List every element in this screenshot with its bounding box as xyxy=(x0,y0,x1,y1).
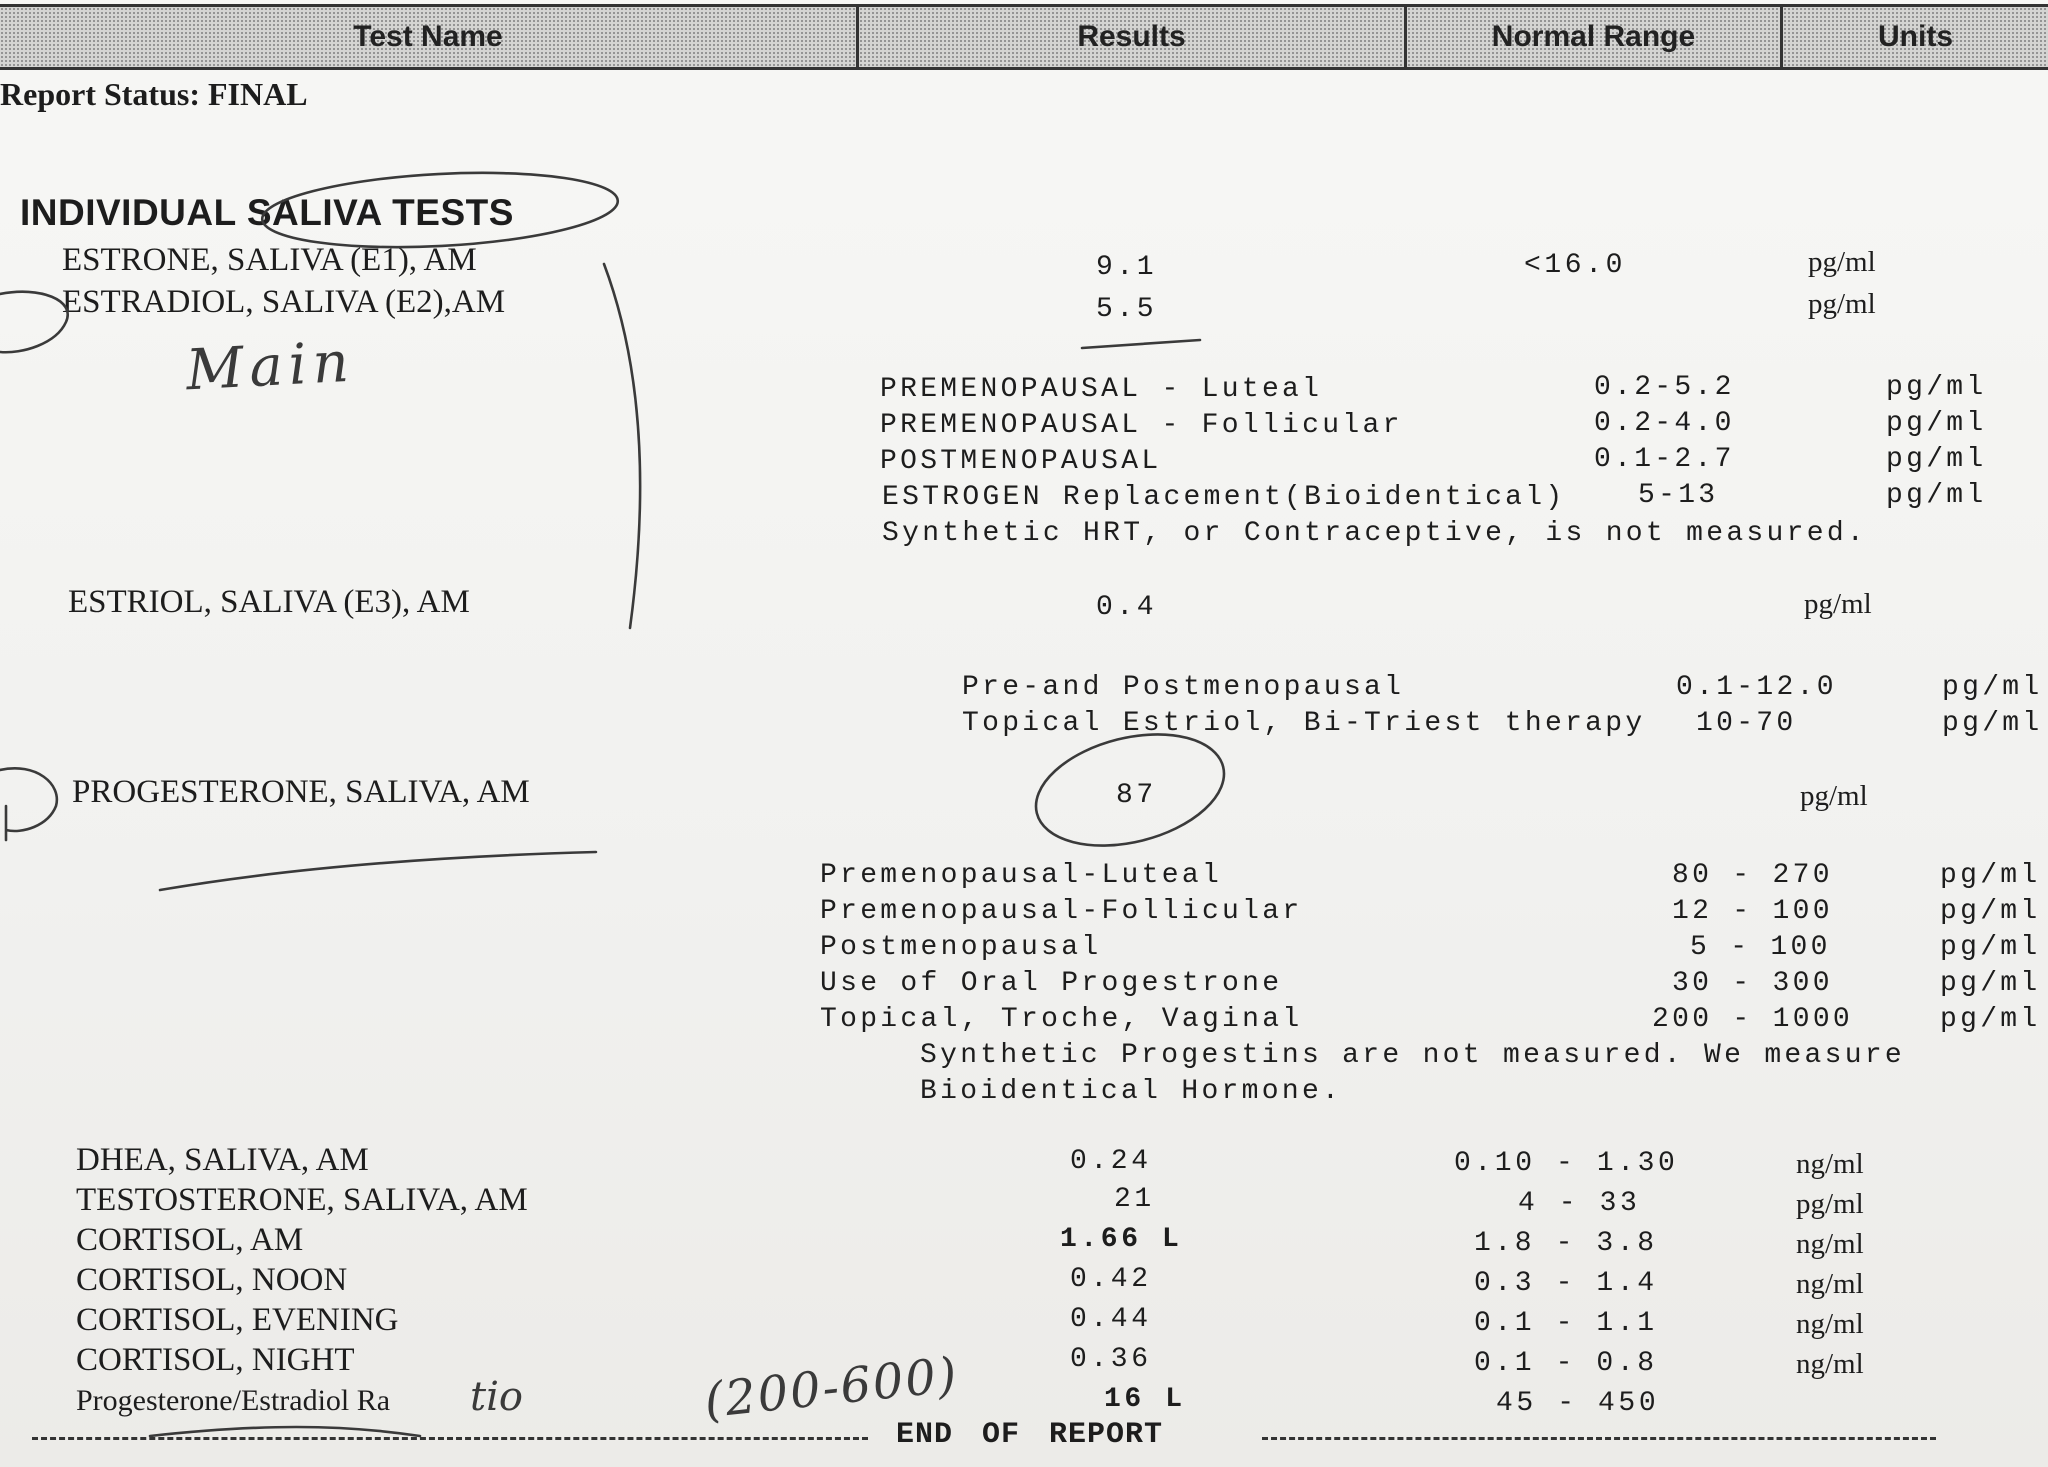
result-progesterone: 87 xyxy=(1116,780,1157,811)
estriol-range-label-1: Pre-and Postmenopausal xyxy=(962,672,1405,703)
unit-cortisol-noon: ng/ml xyxy=(1796,1268,1864,1300)
progesterone-note-line-1: Synthetic Progestins are not measured. We measure xyxy=(920,1040,1906,1071)
handwritten-ratio-suffix: tio xyxy=(470,1374,523,1420)
bracket-estradiol-estriol xyxy=(604,264,640,628)
unit-cortisol-evening: ng/ml xyxy=(1796,1308,1864,1340)
estradiol-range-label-3: POSTMENOPAUSAL xyxy=(880,446,1162,477)
result-cortisol-evening: 0.44 xyxy=(1070,1304,1152,1335)
progesterone-range-unit-2: pg/ml xyxy=(1940,896,2041,927)
end-of-report: END OF REPORT xyxy=(896,1418,1164,1452)
handwritten-range-note: (200-600) xyxy=(701,1346,962,1430)
estriol-range-unit-1: pg/ml xyxy=(1942,672,2043,703)
result-estrone: 9.1 xyxy=(1096,252,1158,283)
unit-cortisol-am: ng/ml xyxy=(1796,1228,1864,1260)
result-estradiol: 5.5 xyxy=(1096,294,1158,325)
unit-testosterone: pg/ml xyxy=(1796,1188,1864,1220)
progesterone-range-unit-3: pg/ml xyxy=(1940,932,2041,963)
progesterone-range-label-4: Use of Oral Progestrone xyxy=(820,968,1283,999)
progesterone-note-line-2: Bioidentical Hormone. xyxy=(920,1076,1343,1107)
estriol-range-label-2: Topical Estriol, Bi-Triest therapy xyxy=(962,708,1646,739)
result-cortisol-noon: 0.42 xyxy=(1070,1264,1152,1295)
test-name-estradiol: ESTRADIOL, SALIVA (E2),AM xyxy=(62,284,506,320)
result-dhea: 0.24 xyxy=(1070,1146,1152,1177)
column-header-results xyxy=(856,4,1404,70)
unit-estrone: pg/ml xyxy=(1808,246,1876,278)
test-name-prog-estradiol-ratio: Progesterone/Estradiol Ra xyxy=(76,1384,391,1417)
result-prog-estradiol-ratio: 16 L xyxy=(1104,1384,1186,1415)
test-name-testosterone: TESTOSTERONE, SALIVA, AM xyxy=(76,1182,528,1218)
test-name-progesterone: PROGESTERONE, SALIVA, AM xyxy=(72,774,530,810)
column-header-normal-range xyxy=(1404,4,1780,70)
test-name-cortisol-am: CORTISOL, AM xyxy=(76,1222,304,1258)
test-name-cortisol-noon: CORTISOL, NOON xyxy=(76,1262,348,1298)
progesterone-range-value-3: 5 - 100 xyxy=(1690,932,1831,963)
range-estrone: <16.0 xyxy=(1524,250,1627,281)
column-header-units xyxy=(1780,4,2048,70)
result-testosterone: 21 xyxy=(1114,1184,1155,1215)
estriol-range-value-1: 0.1-12.0 xyxy=(1676,672,1837,703)
unit-progesterone: pg/ml xyxy=(1800,780,1868,812)
range-cortisol-am: 1.8 - 3.8 xyxy=(1474,1228,1658,1259)
progesterone-range-value-5: 200 - 1000 xyxy=(1652,1004,1854,1035)
estradiol-range-unit-1: pg/ml xyxy=(1886,372,1987,403)
progesterone-range-label-5: Topical, Troche, Vaginal xyxy=(820,1004,1303,1035)
estradiol-range-unit-2: pg/ml xyxy=(1886,408,1987,439)
estradiol-range-value-2: 0.2-4.0 xyxy=(1594,408,1735,439)
stroke-under-progesterone xyxy=(160,852,596,890)
progesterone-range-label-1: Premenopausal-Luteal xyxy=(820,860,1223,891)
estradiol-note: Synthetic HRT, or Contraceptive, is not measured. xyxy=(882,518,1868,549)
test-name-cortisol-night: CORTISOL, NIGHT xyxy=(76,1342,355,1378)
column-header-label: Units xyxy=(1878,20,1953,53)
test-name-dhea: DHEA, SALIVA, AM xyxy=(76,1142,369,1178)
estriol-range-value-2: 10-70 xyxy=(1696,708,1797,739)
unit-dhea: ng/ml xyxy=(1796,1148,1864,1180)
range-cortisol-evening: 0.1 - 1.1 xyxy=(1474,1308,1658,1339)
estradiol-range-label-4: ESTROGEN Replacement(Bioidentical) xyxy=(882,482,1566,513)
test-name-estriol: ESTRIOL, SALIVA (E3), AM xyxy=(68,584,470,620)
progesterone-range-value-4: 30 - 300 xyxy=(1672,968,1833,999)
column-header-test-name xyxy=(0,4,856,70)
result-cortisol-night: 0.36 xyxy=(1070,1344,1152,1375)
circle-mark-progesterone xyxy=(0,768,57,840)
end-rule-left xyxy=(32,1437,868,1440)
test-name-estrone: ESTRONE, SALIVA (E1), AM xyxy=(62,242,477,278)
progesterone-range-unit-4: pg/ml xyxy=(1940,968,2041,999)
test-name-cortisol-evening: CORTISOL, EVENING xyxy=(76,1302,399,1338)
estradiol-range-value-3: 0.1-2.7 xyxy=(1594,444,1735,475)
underline-estradiol-result xyxy=(1082,340,1200,348)
range-dhea: 0.10 - 1.30 xyxy=(1454,1148,1679,1179)
report-status: Report Status: FINAL xyxy=(0,76,308,112)
result-estriol: 0.4 xyxy=(1096,592,1158,623)
column-header-label: Normal Range xyxy=(1491,20,1696,53)
underline-ratio-name xyxy=(150,1427,420,1436)
unit-estradiol: pg/ml xyxy=(1808,288,1876,320)
range-cortisol-night: 0.1 - 0.8 xyxy=(1474,1348,1658,1379)
progesterone-range-unit-1: pg/ml xyxy=(1940,860,2041,891)
end-rule-right xyxy=(1262,1437,1936,1440)
circle-mark-estradiol xyxy=(0,292,68,353)
progesterone-range-unit-5: pg/ml xyxy=(1940,1004,2041,1035)
estradiol-range-label-2: PREMENOPAUSAL - Follicular xyxy=(880,410,1403,441)
unit-cortisol-night: ng/ml xyxy=(1796,1348,1864,1380)
handwritten-main: Main xyxy=(184,329,357,404)
estradiol-range-label-1: PREMENOPAUSAL - Luteal xyxy=(880,374,1323,405)
range-prog-estradiol-ratio: 45 - 450 xyxy=(1496,1388,1660,1419)
estradiol-range-unit-4: pg/ml xyxy=(1886,480,1987,511)
unit-estriol: pg/ml xyxy=(1804,588,1872,620)
progesterone-range-label-2: Premenopausal-Follicular xyxy=(820,896,1303,927)
section-title: INDIVIDUAL SALIVA TESTS xyxy=(20,192,514,233)
column-header-label: Results xyxy=(1077,20,1186,53)
progesterone-range-label-3: Postmenopausal xyxy=(820,932,1102,963)
estradiol-range-unit-3: pg/ml xyxy=(1886,444,1987,475)
column-header-label: Test Name xyxy=(353,20,503,53)
range-cortisol-noon: 0.3 - 1.4 xyxy=(1474,1268,1658,1299)
result-cortisol-am: 1.66 L xyxy=(1060,1224,1183,1255)
estriol-range-unit-2: pg/ml xyxy=(1942,708,2043,739)
estradiol-range-value-4: 5-13 xyxy=(1638,480,1719,511)
progesterone-range-value-1: 80 - 270 xyxy=(1672,860,1833,891)
estradiol-range-value-1: 0.2-5.2 xyxy=(1594,372,1735,403)
progesterone-range-value-2: 12 - 100 xyxy=(1672,896,1833,927)
range-testosterone: 4 - 33 xyxy=(1518,1188,1641,1219)
